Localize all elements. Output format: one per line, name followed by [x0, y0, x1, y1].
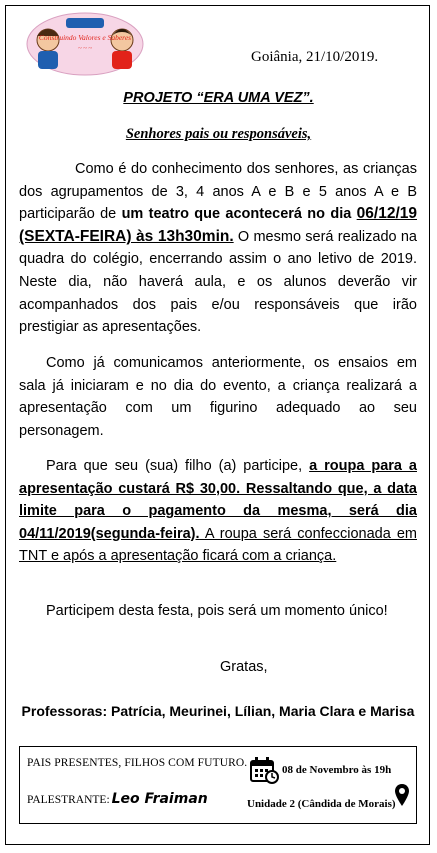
calendar-icon: [249, 755, 279, 785]
paragraph-3-rest: A roupa será confeccionada em TNT e após a apresentação ficará com a criança.: [19, 525, 417, 565]
speaker-label: PALESTRANTE:: [27, 794, 110, 806]
paragraph-3-intro: Para que seu (sua) filho (a) participe,: [46, 458, 310, 474]
event-banner: [19, 746, 417, 824]
banner-venue: Unidade 2 (Cândida de Morais): [247, 798, 396, 810]
document-title: PROJETO “ERA UMA VEZ”.: [123, 90, 314, 106]
paragraph-1: [19, 158, 417, 339]
paragraph-1-event: um teatro que acontecerá no dia: [121, 206, 357, 223]
closing: Gratas,: [220, 659, 268, 675]
school-logo: [24, 10, 146, 78]
banner-date: 08 de Novembro às 19h: [282, 764, 392, 776]
paragraph-1-date: 06/12/19 (SEXTA-FEIRA) às 13h30min.: [19, 205, 417, 245]
speaker-name: Leo Fraiman: [111, 791, 208, 807]
paragraph-1-rest: O mesmo será realizado na quadra do colégio, encerrando assim o ano letivo de 2019. Neste dia, não haverá aula, e os alunos deverão vir acompanhados dos pais e/ou responsáveis que irão prestigiar as apresentações.: [19, 228, 417, 336]
svg-text:~ ~ ~: ~ ~ ~: [78, 45, 92, 52]
signers: Professoras: Patrícia, Meurinei, Lílian, Maria Clara e Marisa: [21, 703, 415, 719]
location-pin-icon: [394, 783, 410, 807]
paragraph-3: [19, 455, 417, 568]
paragraph-3-price: a roupa para a apresentação custará R$ 30,00. Ressaltando que, a data limite para o pagamento da mesma, será dia 04/11/2019(segunda-feira).: [19, 458, 417, 542]
banner-motto: PAIS PRESENTES, FILHOS COM FUTURO.: [27, 757, 248, 769]
paragraph-2-text: Como já comunicamos anteriormente, os ensaios em sala já iniciaram e no dia do evento, a criança realizará a apresentação com um figurino adequado ao seu personagem.: [19, 355, 417, 439]
paragraph-4: [19, 600, 417, 623]
paragraph-1-intro: Como é do conhecimento dos senhores, as crianças dos agrupamentos de 3, 4 anos A e B e 5 anos A e B participarão de: [19, 161, 417, 223]
paragraph-2: [19, 352, 417, 442]
logo-text: Construindo Valores e Saberes: [38, 33, 132, 42]
banner-speaker: [27, 791, 208, 807]
place-date: Goiânia, 21/10/2019.: [251, 49, 379, 65]
salutation: Senhores pais ou responsáveis,: [125, 126, 312, 142]
paragraph-4-text: Participem desta festa, pois será um momento único!: [46, 603, 388, 619]
